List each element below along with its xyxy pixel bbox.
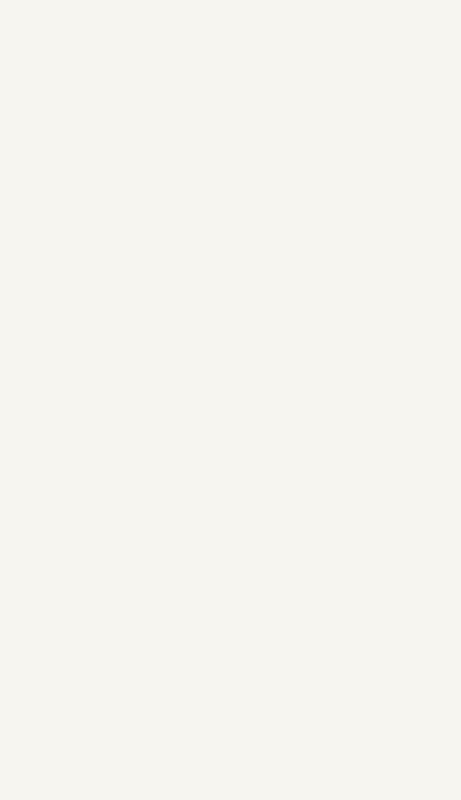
- page-footer: [432, 778, 447, 794]
